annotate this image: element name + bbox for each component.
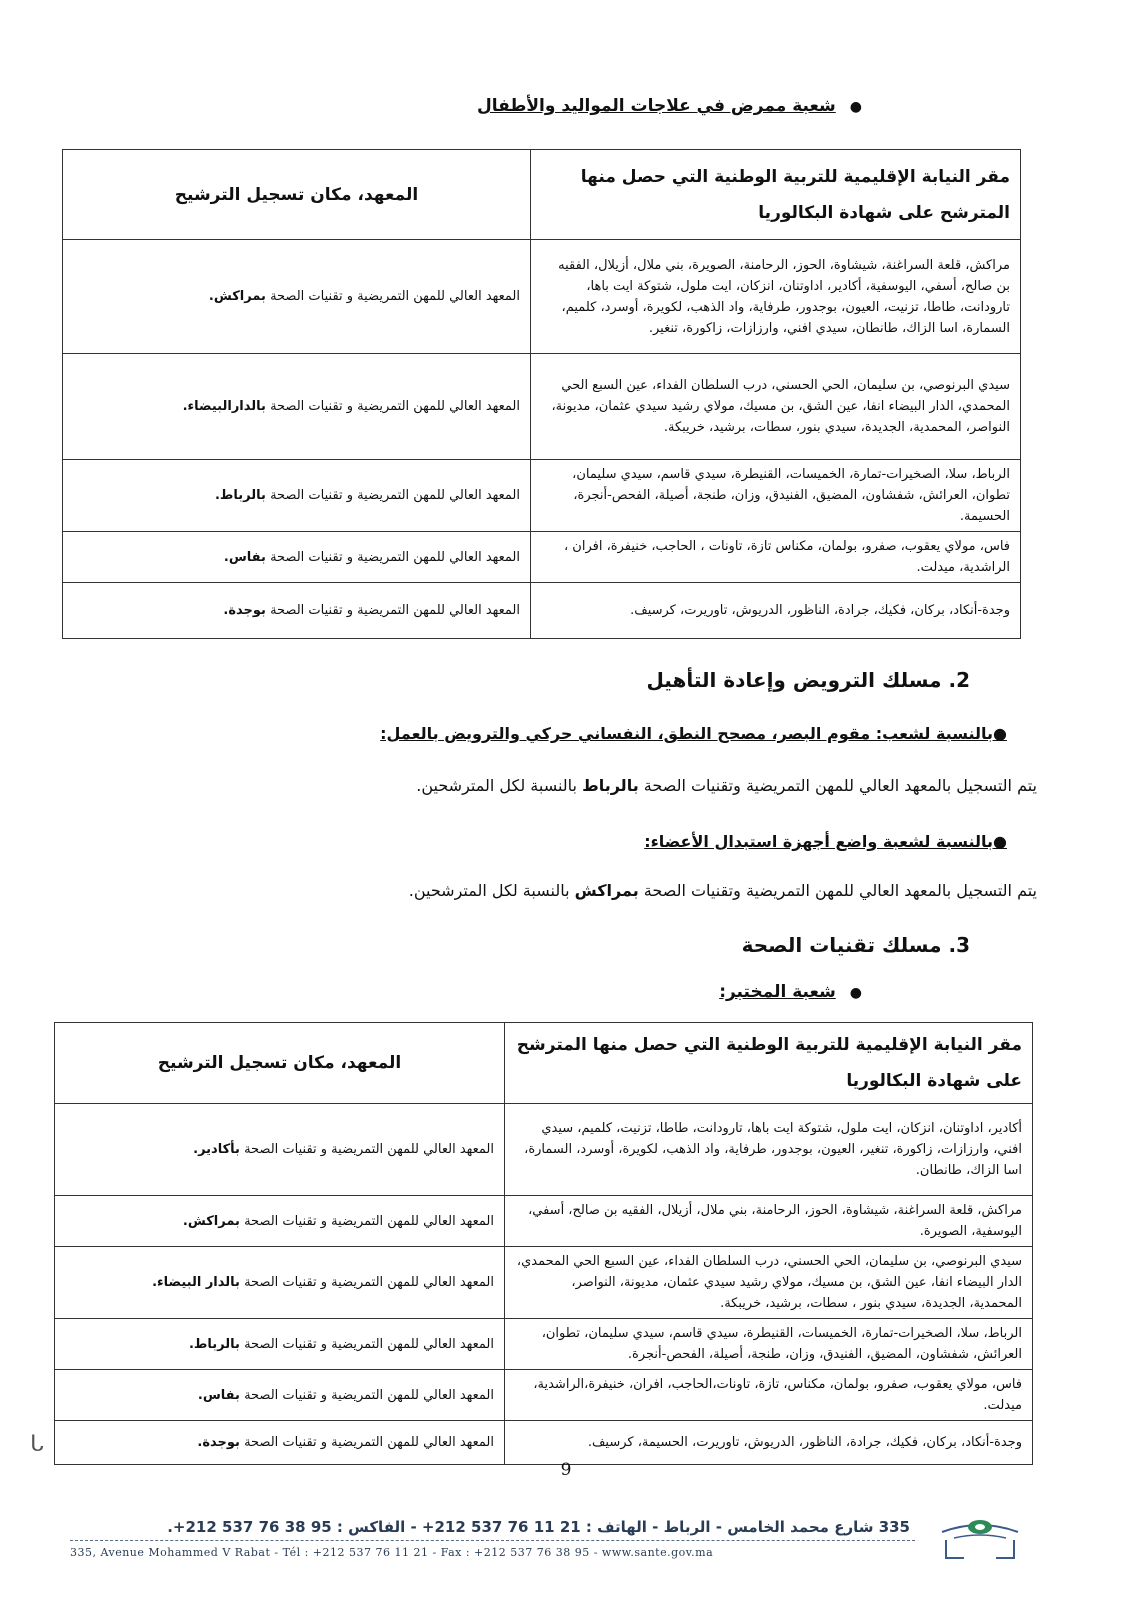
handwritten-mark: ᒐ	[30, 1432, 44, 1457]
places-cell: الرباط، سلا، الصخيرات-تمارة، الخميسات، القنيطرة، سيدي قاسم، سيدي سليمان، تطوان، العرائش، شفشاون، المضيق، الفنيدق، وزان، طنجة، أصيلة، الفحص-أنجرة.	[505, 1319, 1033, 1370]
places-cell: وجدة-أنكاد، بركان، فكيك، جرادة، الناظور، الدريوش، تاوريرت، الحسيمة، كرسيف.	[505, 1421, 1033, 1465]
places-cell: سيدي البرنوصي، بن سليمان، الحي الحسني، درب السلطان الفداء، عين السبع الحي المحمدي، الدار البيضاء انفا، عين الشق، بن مسيك، مولاي رشيد سيدي عثمان، مديونة، النواصر، المحمدية، الجديدة، سيدي بنور ، سطات، برشيد، خريبكة.	[505, 1247, 1033, 1319]
institute-cell	[55, 1319, 505, 1370]
institute-name: المعهد العالي للمهن التمريضية و تقنيات الصحة	[244, 1213, 494, 1229]
places-cell: أكادير، اداوتنان، انزكان، ايت ملول، شتوكة ايت باها، تارودانت، طاطا، تزنيت، كلميم، سيدي افني، وارزازات، زاكورة، تنغير، العيون، بوجدور، طرفاية، واد الذهب، لكويرة، أوسرد، السمارة، اسا الزاك، طانطان.	[505, 1104, 1033, 1196]
section1-heading: ●شعبة ممرض في علاجات المواليد والأطفال	[477, 96, 862, 116]
institute-name: المعهد العالي للمهن التمريضية و تقنيات الصحة	[270, 549, 520, 565]
institute-city: بالرباط.	[188, 1336, 240, 1352]
table-row	[63, 532, 1021, 583]
institute-cell	[63, 532, 531, 583]
institute-name: المعهد العالي للمهن التمريضية و تقنيات الصحة	[244, 1275, 494, 1290]
places-cell: مراكش، قلعة السراغنة، شيشاوة، الحوز، الرحامنة، الصويرة، بني ملال، أزيلال، الفقيه بن صالح، أسفي، اليوسفية، أكادير، اداوتنان، انزكان، ايت ملول، شتوكة ايت باها، تارودانت، طاطا، تزنيت، العيون، بوجدور، طرفاية، واد الذهب، لكويرة، أوسرد، كلميم، السمارة، اسا الزاك، طانطان، سيدي افني، وارزازات، زاكورة، تنغير.	[531, 240, 1021, 354]
institute-name: المعهد العالي للمهن التمريضية و تقنيات الصحة	[244, 1387, 494, 1403]
institute-city: بمراكش.	[208, 289, 266, 304]
institute-name: المعهد العالي للمهن التمريضية و تقنيات الصحة	[244, 1336, 494, 1352]
section2-title: 2. مسلك الترويض وإعادة التأهيل	[646, 668, 970, 692]
institute-city: بفاس.	[197, 1387, 240, 1403]
institute-name: المعهد العالي للمهن التمريضية و تقنيات الصحة	[270, 603, 520, 618]
institute-name: المعهد العالي للمهن التمريضية و تقنيات الصحة	[244, 1142, 494, 1157]
col-header-institute: المعهد، مكان تسجيل الترشيح	[63, 150, 531, 240]
table-row	[63, 583, 1021, 639]
col-header-places: مقر النيابة الإقليمية للتربية الوطنية التي حصل منها المترشح على شهادة البكالوريا	[531, 150, 1021, 240]
institute-city: بفاس.	[223, 549, 266, 565]
table-row	[55, 1421, 1033, 1465]
bullet-icon: ●	[849, 99, 862, 115]
places-cell: مراكش، قلعة السراغنة، شيشاوة، الحوز، الرحامنة، بني ملال، أزيلال، الفقيه بن صالح، أسفي، اليوسفية، الصويرة.	[505, 1196, 1033, 1247]
col-header-places: مقر النيابة الإقليمية للتربية الوطنية التي حصل منها المترشح على شهادة البكالوريا	[505, 1023, 1033, 1104]
page-number: 9	[560, 1460, 572, 1480]
table-row	[63, 460, 1021, 532]
table-row	[55, 1247, 1033, 1319]
section3-heading: ●شعبة المختبر:	[719, 982, 862, 1002]
bullet-icon: ●	[849, 985, 862, 1001]
institute-cell	[63, 354, 531, 460]
table-row	[55, 1370, 1033, 1421]
institute-name: المعهد العالي للمهن التمريضية و تقنيات الصحة	[270, 289, 520, 304]
institute-cell	[55, 1104, 505, 1196]
institute-name: المعهد العالي للمهن التمريضية و تقنيات الصحة	[244, 1435, 494, 1450]
places-cell: سيدي البرنوصي، بن سليمان، الحي الحسني، درب السلطان الفداء، عين السبع الحي المحمدي، الدار البيضاء انفا، عين الشق، بن مسيك، مولاي رشيد سيدي عثمان، مديونة، النواصر، المحمدية، الجديدة، سيدي بنور، سطات، برشيد، خريبكة.	[531, 354, 1021, 460]
section2-paragraph-2: يتم التسجيل بالمعهد العالي للمهن التمريضية وتقنيات الصحة بمراكش بالنسبة لكل المترشحين.	[408, 881, 1037, 900]
table-row	[63, 240, 1021, 354]
col-header-institute: المعهد، مكان تسجيل الترشيح	[55, 1023, 505, 1104]
places-cell: الرباط، سلا، الصخيرات-تمارة، الخميسات، القنيطرة، سيدي قاسم، سيدي سليمان، تطوان، العرائش، شفشاون، المضيق، الفنيدق، وزان، طنجة، أصيلة، الفحص-أنجرة، الحسيمة.	[531, 460, 1021, 532]
ministry-logo-icon	[940, 1510, 1020, 1562]
section2-subheading-2: ●بالنسبة لشعبة واضع أجهزة استبدال الأعضاء:	[644, 832, 1007, 851]
institute-city: بأكادير.	[193, 1142, 240, 1157]
table-row	[55, 1319, 1033, 1370]
table-row	[63, 354, 1021, 460]
section2-subheading-1: ●بالنسبة لشعب: مقوم البصر، مصحح النطق، النفساني حركي والترويض بالعمل:	[380, 724, 1007, 743]
institute-cell	[55, 1247, 505, 1319]
institute-name: المعهد العالي للمهن التمريضية و تقنيات الصحة	[270, 488, 520, 503]
section3-title: 3. مسلك تقنيات الصحة	[741, 933, 970, 957]
places-cell: فاس، مولاي يعقوب، صفرو، بولمان، مكناس تازة، تاونات ، الحاجب، خنيفرة، افران ، الراشدية، ميدلت.	[531, 532, 1021, 583]
institute-city: بالدار البيضاء.	[152, 1275, 240, 1290]
institute-table-2	[54, 1022, 1033, 1465]
institute-cell	[63, 240, 531, 354]
institute-cell	[63, 460, 531, 532]
institute-city: بالدارالبيضاء.	[182, 399, 266, 414]
institute-table-1	[62, 149, 1021, 639]
institute-cell	[55, 1370, 505, 1421]
institute-city: بمراكش.	[182, 1213, 240, 1229]
institute-city: بوجدة.	[223, 603, 266, 618]
table-row	[55, 1104, 1033, 1196]
institute-city: بالرباط.	[214, 488, 266, 503]
institute-name: المعهد العالي للمهن التمريضية و تقنيات الصحة	[270, 399, 520, 414]
table-row	[55, 1196, 1033, 1247]
institute-cell	[55, 1196, 505, 1247]
section2-paragraph-1: يتم التسجيل بالمعهد العالي للمهن التمريضية وتقنيات الصحة بالرباط بالنسبة لكل المترشحين.	[416, 776, 1037, 795]
places-cell: وجدة-أنكاد، بركان، فكيك، جرادة، الناظور، الدريوش، تاوريرت، كرسيف.	[531, 583, 1021, 639]
places-cell: فاس، مولاي يعقوب، صفرو، بولمان، مكناس، تازة، تاونات،الحاجب، افران، خنيفرة،الراشدية، ميدلت.	[505, 1370, 1033, 1421]
footer-address-arabic: 335 شارع محمد الخامس - الرباط - الهاتف : 21 11 76 537 212+ - الفاكس : 95 38 76 537 212+.	[167, 1518, 910, 1536]
institute-city: بوجدة.	[197, 1435, 240, 1450]
footer-address-latin: 335, Avenue Mohammed V Rabat - Tél : +212 537 76 11 21 - Fax : +212 537 76 38 95 - www.sante.gov.ma	[70, 1546, 714, 1559]
institute-cell	[55, 1421, 505, 1465]
institute-cell	[63, 583, 531, 639]
footer-divider	[70, 1540, 915, 1541]
